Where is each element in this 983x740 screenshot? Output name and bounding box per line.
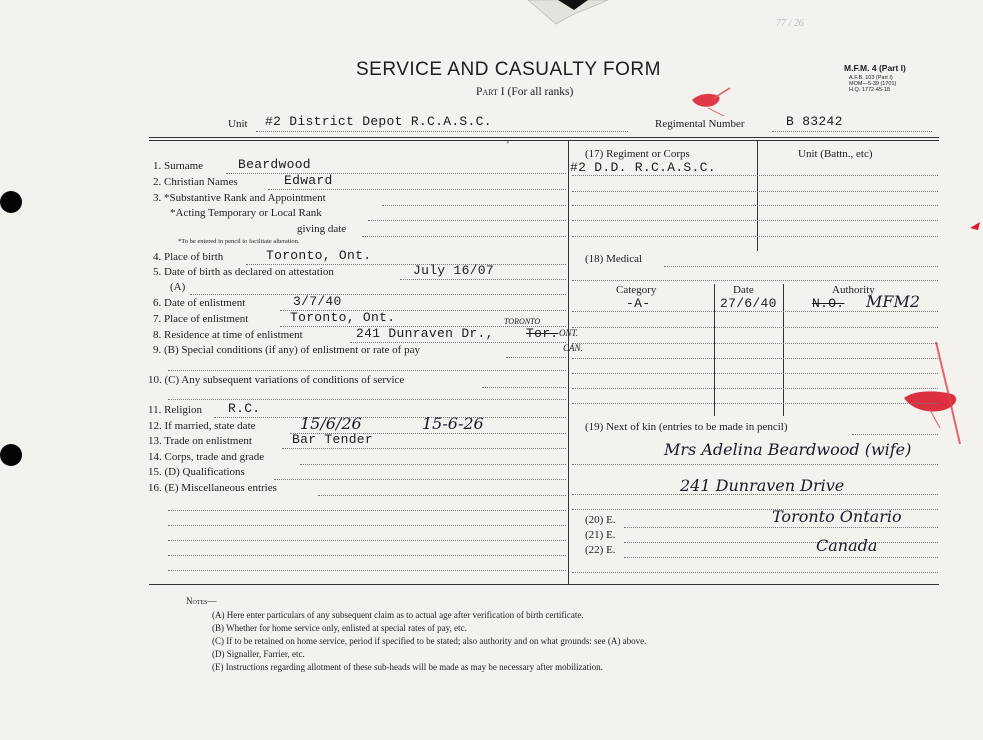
red-ink-tick (970, 222, 982, 232)
f21-line (624, 542, 938, 543)
field-15-line (274, 479, 566, 480)
regimental-dotted-line (772, 131, 932, 132)
kin-line-2 (572, 494, 938, 495)
med-line-3 (572, 343, 938, 344)
field-7-label: 7. Place of enlistment (153, 313, 249, 325)
kin-line-1 (572, 464, 938, 465)
field-7-value: Toronto, Ont. (290, 310, 396, 325)
paper-tear-mark (528, 0, 608, 26)
f17-line-2 (572, 191, 938, 192)
field-20-label: (20) E. (585, 514, 616, 526)
field-13-label: 13. Trade on enlistment (148, 435, 252, 447)
field-16-line-5 (168, 555, 566, 556)
field-3c-label: giving date (297, 223, 347, 235)
field-5-label: 5. Date of birth as declared on attestation (153, 266, 334, 278)
field-3b-label: *Acting Temporary or Local Rank (170, 207, 322, 219)
field-16-line-3 (168, 525, 566, 526)
field-16-line-6 (168, 570, 566, 571)
form-ref-2: MOM—5-39 (1701) (849, 81, 897, 87)
top-rule-2 (149, 140, 939, 141)
field-8-line (350, 342, 566, 343)
field-8-struck: Tor. (526, 326, 559, 341)
field-A-label: (A) (170, 281, 186, 293)
f22-line (624, 557, 938, 558)
unit-column-divider (757, 141, 758, 251)
note-E: (E) Instructions regarding allotment of these sub-heads will be made as may be necessary after mobilization. (212, 662, 603, 672)
note-D: (D) Signaller, Farrier, etc. (212, 649, 305, 659)
med-line-4 (572, 358, 938, 359)
field-8-label: 8. Residence at time of enlistment (153, 329, 303, 341)
next-of-kin-country: Canada (816, 536, 878, 555)
field-19-label: (19) Next of kin (entries to be made in pencil) (585, 421, 788, 433)
punch-hole-top (0, 191, 22, 213)
field-2-label: 2. Christian Names (153, 176, 238, 188)
field-3-line (382, 205, 566, 206)
field-16-line (318, 495, 566, 496)
field-12-value-2: 15-6-26 (422, 414, 484, 433)
field-17-value: #2 D.D. R.C.A.S.C. (570, 160, 716, 175)
field-12-value: 15/6/26 (300, 414, 362, 433)
field-13-line (282, 448, 566, 449)
field-8-handwritten-note: TORONTO (504, 317, 541, 326)
field-8-value: 241 Dunraven Dr., (356, 326, 494, 341)
field-8-handwritten-end: ONT. (559, 328, 579, 338)
field-22-label: (22) E. (585, 544, 616, 556)
field-9-handwritten-note: CAN. (563, 343, 583, 353)
unit-value: #2 District Depot R.C.A.S.C. (265, 114, 492, 129)
field-16-line-2 (168, 510, 566, 511)
field-9-line (506, 357, 566, 358)
note-B: (B) Whether for home service only, enlisted at special rates of pay, etc. (212, 623, 467, 633)
form-ref-1: A.F.B. 103 (Part I) (849, 75, 893, 81)
field-1-line (226, 173, 566, 174)
note-A: (A) Here enter particulars of any subsequent claim as to actual age after verification of birth certificate. (212, 610, 584, 620)
bottom-rule (149, 584, 939, 585)
field-1-value: Beardwood (238, 157, 311, 172)
f17-line-5 (572, 236, 938, 237)
field-3b-line (368, 220, 566, 221)
unit-column-header: Unit (Battn., etc) (798, 148, 873, 160)
field-3c-line (362, 236, 566, 237)
field-2-value: Edward (284, 173, 333, 188)
f17-line-3 (572, 205, 938, 206)
note-C: (C) If to be retained on home service, period if specified to be stated; also authority and on what grounds: see (A) above. (212, 636, 647, 646)
medical-category-header: Category (616, 284, 657, 296)
next-of-kin-address: 241 Dunraven Drive (680, 476, 845, 495)
field-13-value: Bar Tender (292, 432, 374, 447)
form-identifier: M.F.M. 4 (Part I) (844, 63, 906, 73)
field-15-label: 15. (D) Qualifications (148, 466, 245, 478)
ink-blot: • (506, 138, 510, 149)
medical-authority-struck: N.O. (812, 296, 845, 311)
field-9-line-2 (168, 370, 566, 371)
field-16-label: 16. (E) Miscellaneous entries (148, 482, 277, 494)
field-14-label: 14. Corps, trade and grade (148, 451, 265, 463)
next-of-kin-name: Mrs Adelina Beardwood (wife) (664, 440, 912, 459)
part-subtitle: Part I (For all ranks) (476, 86, 574, 98)
field-12-label: 12. If married, state date (148, 420, 256, 432)
field-11-line (214, 417, 566, 418)
unit-dotted-line (256, 131, 628, 132)
corner-pencil-note: 77 / 26 (776, 18, 804, 29)
regimental-number-label: Regimental Number (655, 118, 745, 130)
f19-line (852, 434, 938, 435)
unit-label: Unit (228, 118, 248, 130)
kin-line-end (572, 572, 938, 573)
med-line-2 (572, 327, 938, 328)
field-21-label: (21) E. (585, 529, 616, 541)
field-11-label: 11. Religion (148, 404, 202, 416)
medical-authority-value: MFM2 (866, 292, 921, 311)
field-16-line-4 (168, 540, 566, 541)
med-line-5 (572, 373, 938, 374)
top-rule-1 (149, 137, 939, 138)
notes-heading: Notes— (186, 596, 217, 606)
field-2-line (268, 189, 566, 190)
field-14-line (300, 464, 566, 465)
medical-date-value: 27/6/40 (720, 296, 777, 311)
form-ref-3: H.Q. 1772-45-18 (849, 87, 890, 93)
regimental-number-value: B 83242 (786, 114, 843, 129)
med-line-7 (572, 403, 938, 404)
f18-line-2 (572, 280, 938, 281)
medical-divider-1 (714, 284, 715, 416)
field-4-value: Toronto, Ont. (266, 248, 372, 263)
medical-category-value: -A- (626, 296, 651, 311)
f17-line-4 (572, 220, 938, 221)
red-ink-mark-top (688, 86, 732, 118)
medical-divider-2 (783, 284, 784, 416)
field-4-label: 4. Place of birth (153, 251, 224, 263)
medical-date-header: Date (733, 284, 754, 296)
next-of-kin-city: Toronto Ontario (772, 507, 902, 526)
f18-line (664, 266, 938, 267)
form-title: SERVICE AND CASUALTY FORM (356, 59, 661, 80)
field-1-label: 1. Surname (153, 160, 204, 172)
field-5-line (400, 279, 566, 280)
pencil-note: *To be entered in pencil to facilitate alteration. (178, 238, 300, 245)
column-divider (568, 141, 569, 584)
med-line-6 (572, 388, 938, 389)
field-3-label: 3. *Substantive Rank and Appointment (153, 192, 326, 204)
field-6-label: 6. Date of enlistment (153, 297, 246, 309)
field-10-label: 10. (C) Any subsequent variations of conditions of service (148, 374, 405, 386)
field-4-line (246, 264, 566, 265)
field-9-label: 9. (B) Special conditions (if any) of enlistment or rate of pay (153, 344, 420, 356)
field-18-label: (18) Medical (585, 253, 643, 265)
medical-authority-header: Authority (832, 284, 875, 296)
med-line-1 (572, 311, 938, 312)
punch-hole-bottom (0, 444, 22, 466)
f20-line (624, 527, 938, 528)
field-A-line (190, 294, 566, 295)
field-10-line (482, 387, 566, 388)
field-6-value: 3/7/40 (293, 294, 342, 309)
field-10-line-2 (168, 399, 566, 400)
field-17-label: (17) Regiment or Corps (585, 148, 690, 160)
field-5-value: July 16/07 (413, 263, 495, 278)
field-11-value: R.C. (228, 401, 261, 416)
f17-line-1 (572, 175, 938, 176)
